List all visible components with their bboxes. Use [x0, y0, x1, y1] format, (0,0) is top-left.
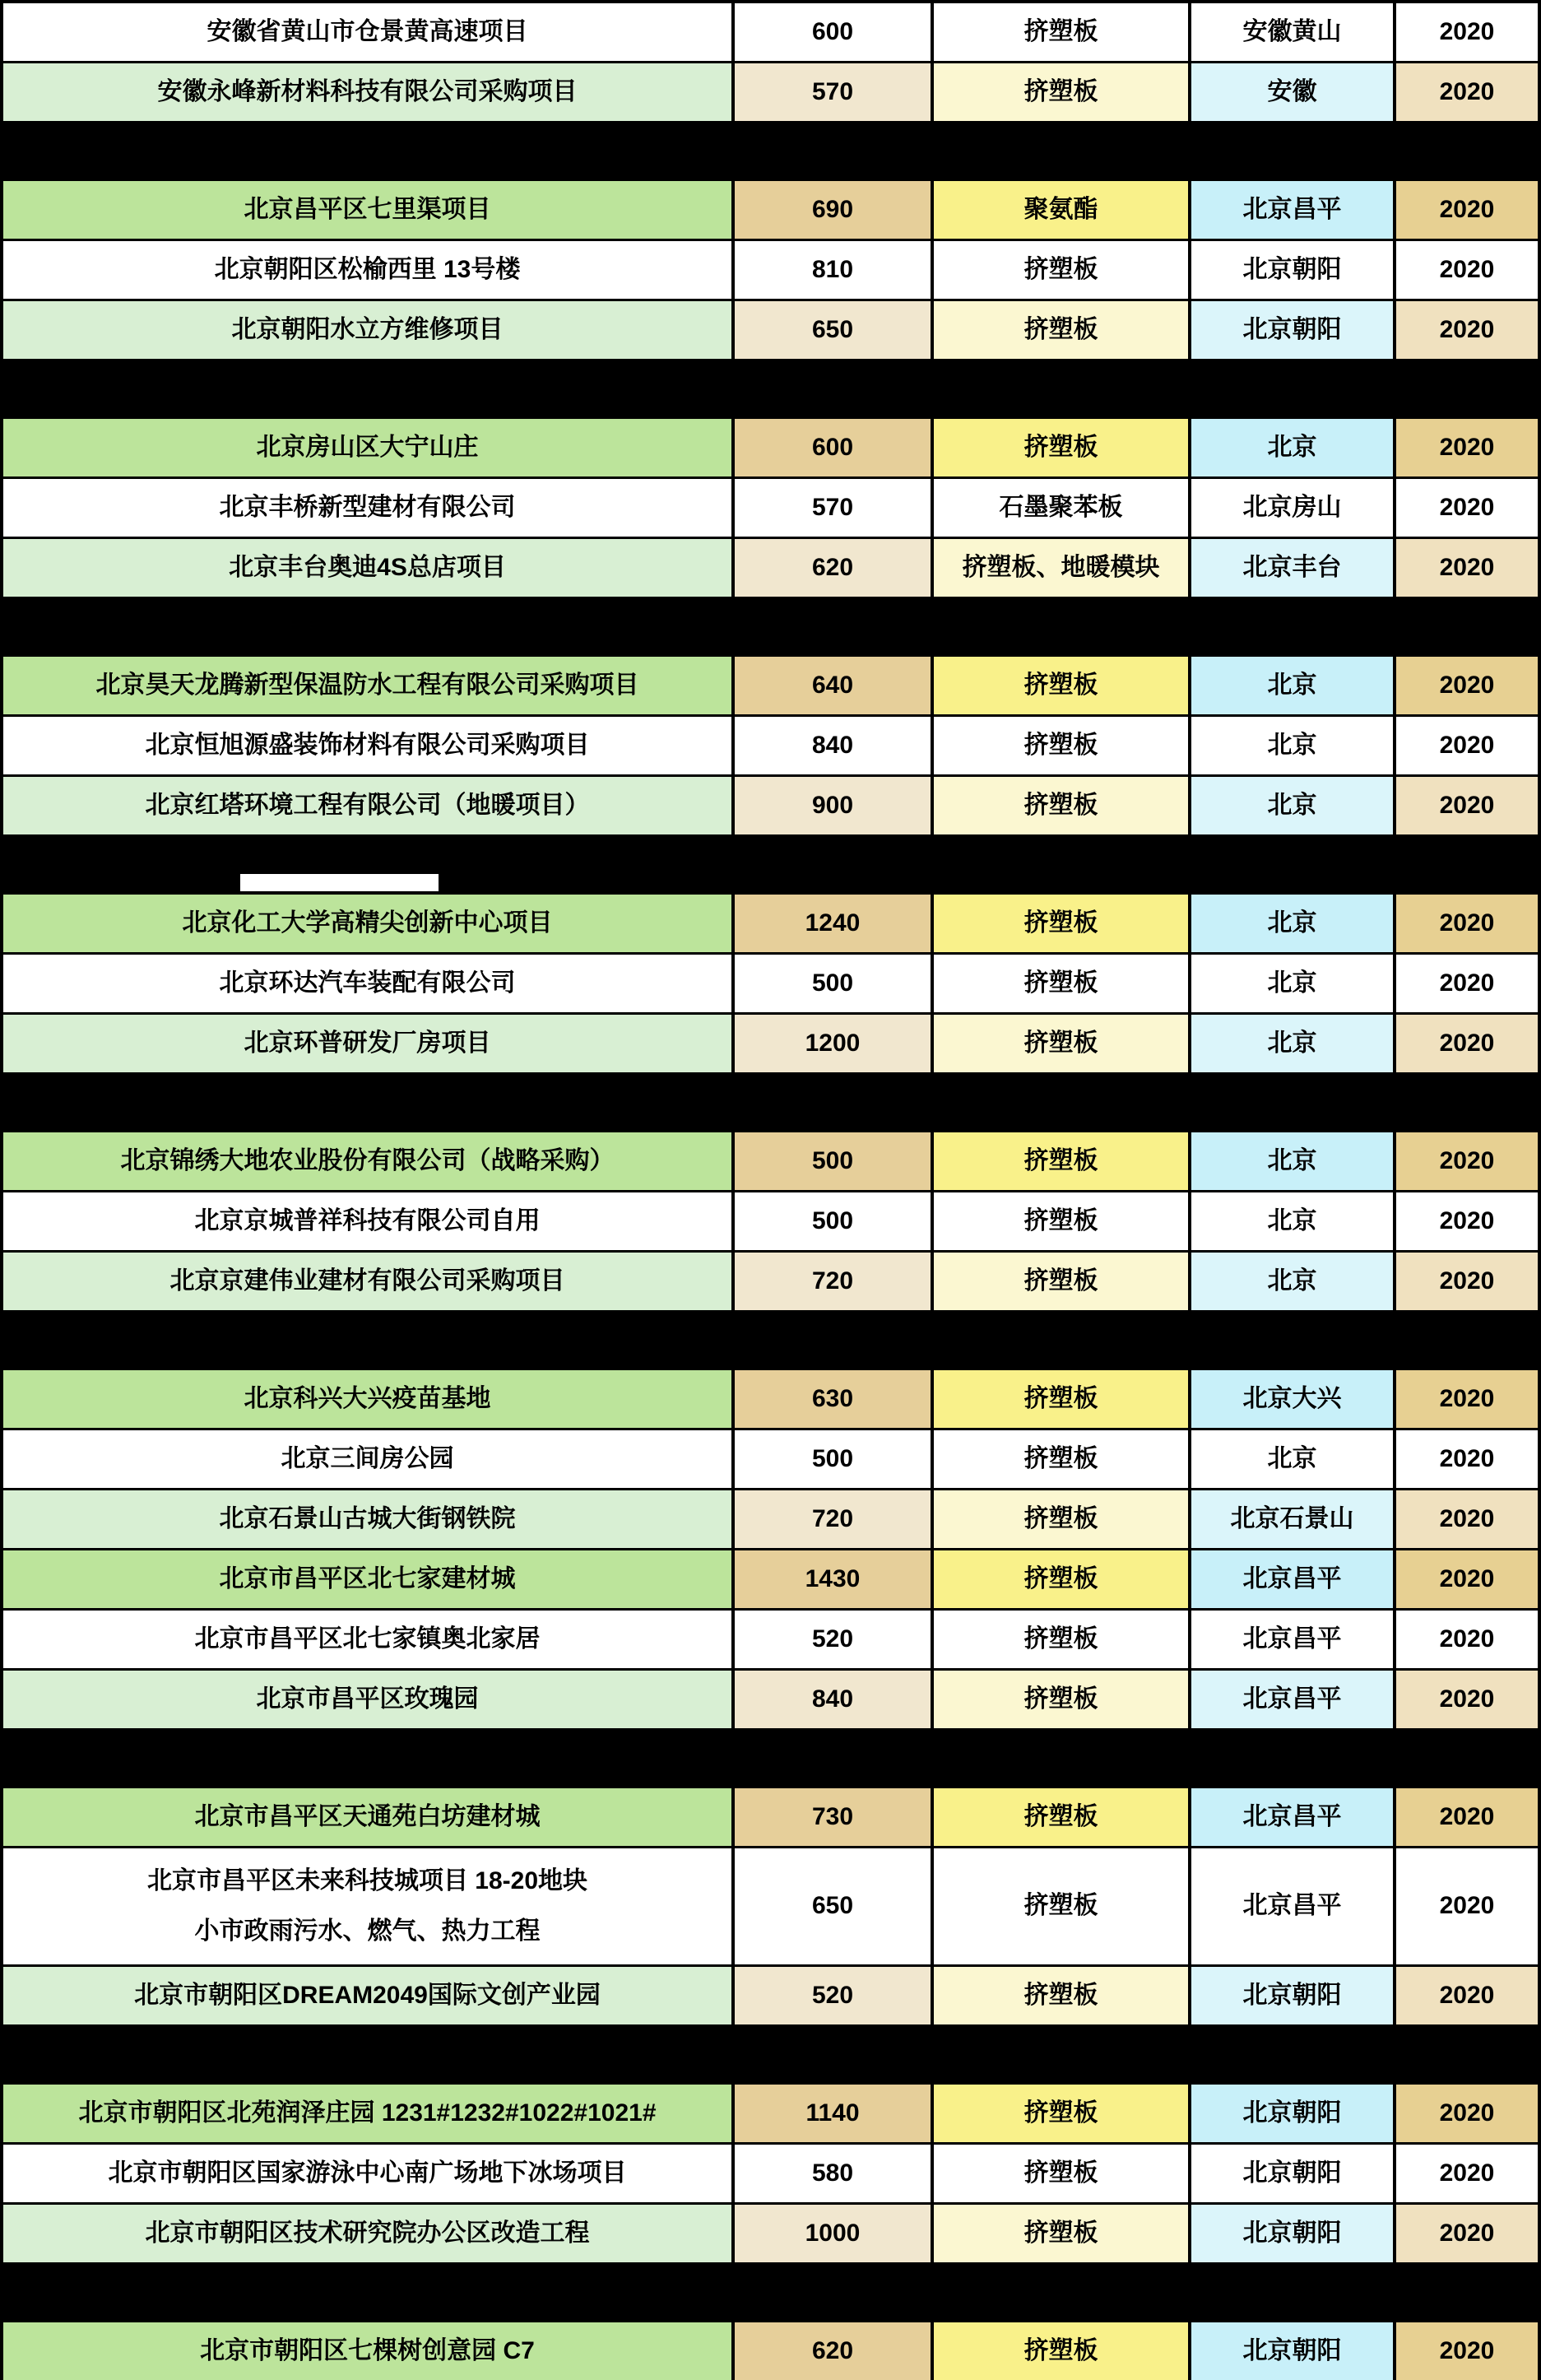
cell-material: 挤塑板	[934, 1370, 1188, 1428]
cell-material: 挤塑板	[934, 1430, 1188, 1488]
cell-value: 1000	[735, 2205, 931, 2262]
group-separator	[0, 1313, 1541, 1368]
cell-value: 500	[735, 1132, 931, 1190]
cell-region: 北京房山	[1191, 479, 1393, 537]
cell-project: 北京昌平区七里渠项目	[3, 181, 731, 239]
cell-region: 北京朝阳	[1191, 2205, 1393, 2262]
cell-region: 北京	[1191, 955, 1393, 1012]
cell-value: 1430	[735, 1550, 931, 1608]
cell-year: 2020	[1396, 419, 1538, 476]
cell-project	[3, 1848, 731, 1964]
project-line: 小市政雨污水、燃气、热力工程	[194, 1917, 541, 1945]
table-row	[0, 1192, 1541, 1250]
cell-material: 挤塑板	[934, 1015, 1188, 1072]
cell-material: 挤塑板	[934, 1848, 1188, 1964]
table-row	[0, 3, 1541, 61]
cell-value: 500	[735, 1430, 931, 1488]
cell-value: 570	[735, 479, 931, 537]
cell-material: 挤塑板	[934, 2205, 1188, 2262]
cell-region: 北京	[1191, 777, 1393, 834]
cell-region: 北京石景山	[1191, 1490, 1393, 1548]
cell-project: 北京市朝阳区技术研究院办公区改造工程	[3, 2205, 731, 2262]
cell-region: 北京	[1191, 1430, 1393, 1488]
table-row	[0, 1848, 1541, 1964]
cell-material: 聚氨酯	[934, 181, 1188, 239]
group-separator	[0, 123, 1541, 179]
cell-value: 580	[735, 2145, 931, 2202]
cell-value: 720	[735, 1490, 931, 1548]
cell-project: 北京环达汽车装配有限公司	[3, 955, 731, 1012]
project-line: 北京市昌平区未来科技城项目 18-20地块	[146, 1867, 588, 1894]
table-row	[0, 301, 1541, 359]
cell-value: 720	[735, 1253, 931, 1310]
cell-value: 810	[735, 241, 931, 299]
cell-region: 北京大兴	[1191, 1370, 1393, 1428]
cell-year: 2020	[1396, 657, 1538, 714]
cell-value: 1240	[735, 895, 931, 952]
cell-material: 挤塑板	[934, 895, 1188, 952]
group-separator	[0, 2265, 1541, 2320]
cell-value: 620	[735, 2322, 931, 2380]
cell-value: 600	[735, 419, 931, 476]
cell-year: 2020	[1396, 539, 1538, 597]
group-separator	[0, 2027, 1541, 2082]
table-row	[0, 1132, 1541, 1190]
cell-year: 2020	[1396, 2145, 1538, 2202]
cell-material: 挤塑板	[934, 3, 1188, 61]
cell-region: 北京朝阳	[1191, 2085, 1393, 2142]
cell-value: 600	[735, 3, 931, 61]
cell-year: 2020	[1396, 1015, 1538, 1072]
cell-region: 北京朝阳	[1191, 301, 1393, 359]
table-row	[0, 1253, 1541, 1310]
cell-year: 2020	[1396, 1430, 1538, 1488]
cell-region: 安徽	[1191, 63, 1393, 121]
cell-year: 2020	[1396, 1967, 1538, 2024]
cell-year: 2020	[1396, 1671, 1538, 1728]
cell-region: 北京昌平	[1191, 1550, 1393, 1608]
table-row	[0, 777, 1541, 834]
cell-project: 北京红塔环境工程有限公司（地暖项目）	[3, 777, 731, 834]
cell-year: 2020	[1396, 955, 1538, 1012]
cell-material: 挤塑板	[934, 2085, 1188, 2142]
cell-material: 挤塑板	[934, 1611, 1188, 1668]
table-row	[0, 657, 1541, 714]
cell-region: 北京朝阳	[1191, 2322, 1393, 2380]
cell-material: 挤塑板	[934, 1788, 1188, 1846]
cell-project: 北京恒旭源盛装饰材料有限公司采购项目	[3, 717, 731, 774]
cell-year: 2020	[1396, 1490, 1538, 1548]
cell-material: 挤塑板	[934, 1253, 1188, 1310]
table-row	[0, 1611, 1541, 1668]
cell-value: 620	[735, 539, 931, 597]
cell-year: 2020	[1396, 777, 1538, 834]
cell-value: 650	[735, 301, 931, 359]
group-separator	[0, 361, 1541, 416]
cell-project: 北京市朝阳区北苑润泽庄园 1231#1232#1022#1021#	[3, 2085, 731, 2142]
cell-project: 北京市昌平区天通苑白坊建材城	[3, 1788, 731, 1846]
cell-material: 石墨聚苯板	[934, 479, 1188, 537]
table-row	[0, 479, 1541, 537]
cell-value: 640	[735, 657, 931, 714]
cell-material: 挤塑板	[934, 2322, 1188, 2380]
table-row	[0, 2085, 1541, 2142]
cell-region: 北京昌平	[1191, 1611, 1393, 1668]
table-row	[0, 895, 1541, 952]
cell-year: 2020	[1396, 2205, 1538, 2262]
cell-project: 北京锦绣大地农业股份有限公司（战略采购）	[3, 1132, 731, 1190]
cell-year: 2020	[1396, 2085, 1538, 2142]
table-row	[0, 2205, 1541, 2262]
cell-material: 挤塑板	[934, 657, 1188, 714]
cell-project: 北京市昌平区北七家镇奥北家居	[3, 1611, 731, 1668]
cell-region: 北京昌平	[1191, 181, 1393, 239]
table-row	[0, 1550, 1541, 1608]
cell-project: 北京市朝阳区国家游泳中心南广场地下冰场项目	[3, 2145, 731, 2202]
cell-region: 北京	[1191, 1253, 1393, 1310]
cell-project: 安徽永峰新材料科技有限公司采购项目	[3, 63, 731, 121]
cell-project: 北京市朝阳区七棵树创意园 C7	[3, 2322, 731, 2380]
cell-year: 2020	[1396, 3, 1538, 61]
table-row	[0, 1788, 1541, 1846]
table-row	[0, 1015, 1541, 1072]
cell-project: 北京昊天龙腾新型保温防水工程有限公司采购项目	[3, 657, 731, 714]
cell-region: 北京	[1191, 717, 1393, 774]
cell-value: 630	[735, 1370, 931, 1428]
cell-region: 北京昌平	[1191, 1671, 1393, 1728]
table-row	[0, 539, 1541, 597]
cell-material: 挤塑板	[934, 419, 1188, 476]
cell-material: 挤塑板	[934, 63, 1188, 121]
cell-year: 2020	[1396, 479, 1538, 537]
cell-region: 北京	[1191, 419, 1393, 476]
cell-project: 北京石景山古城大街钢铁院	[3, 1490, 731, 1548]
cell-region: 北京	[1191, 895, 1393, 952]
table-row	[0, 717, 1541, 774]
cell-project: 北京市昌平区北七家建材城	[3, 1550, 731, 1608]
cell-year: 2020	[1396, 1253, 1538, 1310]
cell-value: 520	[735, 1611, 931, 1668]
cell-material: 挤塑板、地暖模块	[934, 539, 1188, 597]
cell-material: 挤塑板	[934, 1132, 1188, 1190]
cell-project: 北京三间房公园	[3, 1430, 731, 1488]
cell-value: 500	[735, 955, 931, 1012]
cell-value: 840	[735, 1671, 931, 1728]
cell-value: 690	[735, 181, 931, 239]
table-row	[0, 955, 1541, 1012]
table-row	[0, 1370, 1541, 1428]
cell-year: 2020	[1396, 301, 1538, 359]
cell-material: 挤塑板	[934, 301, 1188, 359]
cell-year: 2020	[1396, 1132, 1538, 1190]
cell-project: 北京市昌平区玫瑰园	[3, 1671, 731, 1728]
cell-value: 500	[735, 1192, 931, 1250]
cell-region: 北京朝阳	[1191, 241, 1393, 299]
group-separator	[0, 1075, 1541, 1130]
cell-project: 北京京城普祥科技有限公司自用	[3, 1192, 731, 1250]
cell-year: 2020	[1396, 717, 1538, 774]
table-row	[0, 181, 1541, 239]
cell-year: 2020	[1396, 1192, 1538, 1250]
cell-year: 2020	[1396, 2322, 1538, 2380]
cell-material: 挤塑板	[934, 955, 1188, 1012]
cell-value: 650	[735, 1848, 931, 1964]
cell-year: 2020	[1396, 895, 1538, 952]
cell-year: 2020	[1396, 1370, 1538, 1428]
cell-project: 北京京建伟业建材有限公司采购项目	[3, 1253, 731, 1310]
cell-region: 北京	[1191, 1015, 1393, 1072]
cell-year: 2020	[1396, 1848, 1538, 1964]
cell-material: 挤塑板	[934, 1192, 1188, 1250]
cell-region: 安徽黄山	[1191, 3, 1393, 61]
group-separator	[0, 1731, 1541, 1786]
cell-value: 1200	[735, 1015, 931, 1072]
cell-region: 北京丰台	[1191, 539, 1393, 597]
cell-project: 北京化工大学高精尖创新中心项目	[3, 895, 731, 952]
cell-value: 1140	[735, 2085, 931, 2142]
cell-project: 北京环普研发厂房项目	[3, 1015, 731, 1072]
cell-year: 2020	[1396, 181, 1538, 239]
cell-value: 520	[735, 1967, 931, 2024]
cell-year: 2020	[1396, 1788, 1538, 1846]
cell-year: 2020	[1396, 63, 1538, 121]
group-separator	[0, 837, 1541, 892]
table-row	[0, 1430, 1541, 1488]
cell-year: 2020	[1396, 1550, 1538, 1608]
table-row	[0, 1490, 1541, 1548]
table-row	[0, 419, 1541, 476]
table-row	[0, 1967, 1541, 2024]
cell-value: 900	[735, 777, 931, 834]
cell-region: 北京	[1191, 1192, 1393, 1250]
cell-project: 北京科兴大兴疫苗基地	[3, 1370, 731, 1428]
table-row	[0, 241, 1541, 299]
cell-region: 北京朝阳	[1191, 2145, 1393, 2202]
cell-region: 北京	[1191, 1132, 1393, 1190]
cell-project: 北京朝阳区松榆西里 13号楼	[3, 241, 731, 299]
cell-region: 北京昌平	[1191, 1788, 1393, 1846]
table-row	[0, 63, 1541, 121]
cell-project: 北京丰台奥迪4S总店项目	[3, 539, 731, 597]
cell-region: 北京昌平	[1191, 1848, 1393, 1964]
table-row	[0, 1671, 1541, 1728]
cell-project: 北京丰桥新型建材有限公司	[3, 479, 731, 537]
cell-material: 挤塑板	[934, 1490, 1188, 1548]
cell-value: 730	[735, 1788, 931, 1846]
cell-material: 挤塑板	[934, 2145, 1188, 2202]
separator-white-patch	[240, 874, 439, 891]
table-row	[0, 2322, 1541, 2380]
cell-year: 2020	[1396, 241, 1538, 299]
cell-material: 挤塑板	[934, 241, 1188, 299]
cell-material: 挤塑板	[934, 1671, 1188, 1728]
cell-region: 北京	[1191, 657, 1393, 714]
cell-project: 安徽省黄山市仓景黄高速项目	[3, 3, 731, 61]
cell-project: 北京市朝阳区DREAM2049国际文创产业园	[3, 1967, 731, 2024]
cell-project: 北京朝阳水立方维修项目	[3, 301, 731, 359]
cell-value: 570	[735, 63, 931, 121]
group-separator	[0, 599, 1541, 654]
cell-value: 840	[735, 717, 931, 774]
cell-project: 北京房山区大宁山庄	[3, 419, 731, 476]
cell-year: 2020	[1396, 1611, 1538, 1668]
cell-material: 挤塑板	[934, 717, 1188, 774]
cell-material: 挤塑板	[934, 1967, 1188, 2024]
table-row	[0, 2145, 1541, 2202]
cell-material: 挤塑板	[934, 777, 1188, 834]
cell-material: 挤塑板	[934, 1550, 1188, 1608]
cell-region: 北京朝阳	[1191, 1967, 1393, 2024]
